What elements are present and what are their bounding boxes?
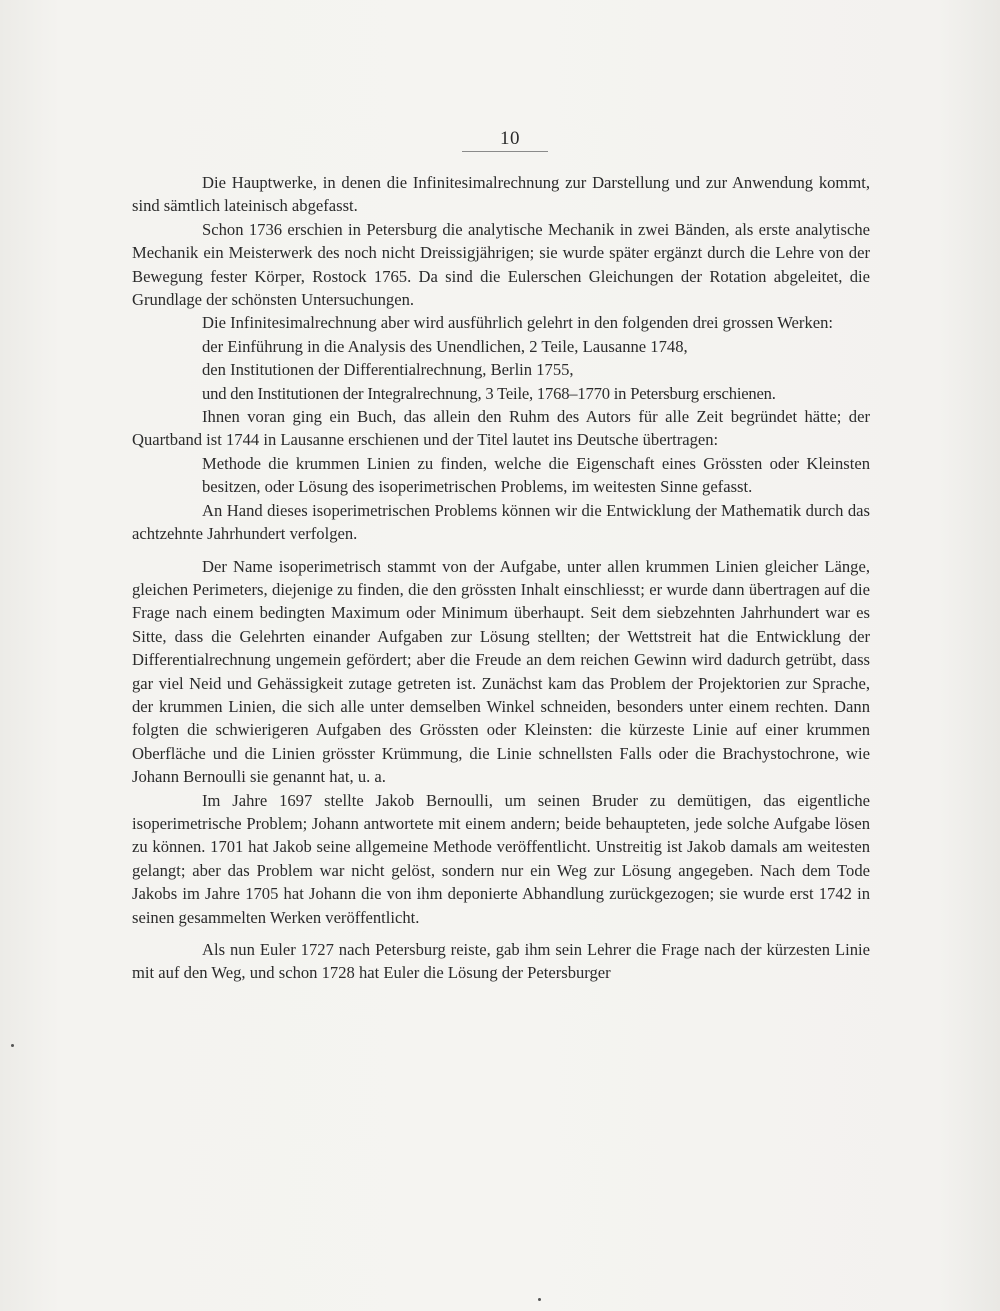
body-text [132,171,870,985]
works-list [132,335,870,405]
paragraph-jakob-bernoulli: Im Jahre 1697 stellte Jakob Bernoulli, um seinen Bruder zu demütigen, das eigentliche isoperimetrische Problem; Johann antwortete mit einem andern; beide behaupteten, jede solche Aufgabe lösen zu können. 1701 hat Jakob seine allgemeine Methode veröffentlicht. Unstreitig ist Jakob damals am weitesten gelangt; aber das Problem war nicht gelöst, sondern nur ein Weg zur Lösung angegeben. Nach dem Tode Jakobs im Jahre 1705 hat Johann die von ihm deponierte Abhandlung zurückgezogen; sie wurde erst 1742 in seinen gesammelten Werken veröffentlicht. [132,790,870,927]
header-rule [462,151,548,152]
paragraph-euler: Als nun Euler 1727 nach Petersburg reiste, gab ihm sein Lehrer die Frage nach der kürzesten Linie mit auf den Weg, und schon 1728 hat Euler die Lösung der Petersburger [132,940,870,983]
paragraph-mechanik: Schon 1736 erschien in Petersburg die analytische Mechanik in zwei Bänden, als erste analytische Mechanik ein Meisterwerk des noch nicht Dreissigjährigen; sie wurde später ergänzt durch die Lehre von der Bewegung fester Körper, Rostock 1765. Da sind die Eulerschen Gleichungen der Rotation abgeleitet, die Grundlage der schönsten Untersuchungen. [132,219,870,310]
title-translation: Methode die krummen Linien zu finden, welche die Eigenschaft eines Grössten oder Kleinsten besitzen, oder Lösung des isoperimetrischen Problems, im weitesten Sinne gefasst. [202,453,870,497]
page-number: 10 [500,128,520,149]
paragraph-isoperimetrisch: Der Name isoperimetrisch stammt von der Aufgabe, unter allen krummen Linien gleicher Länge, gleichen Perimeters, diejenige zu finden, die den grössten Inhalt einschliesst; er wurde dann übertragen auf die Frage nach einem bedingten Maximum oder Minimum überhaupt. Seit dem siebzehnten Jahrhundert war es Sitte, dass die Gelehrten einander Aufgaben zur Lösung stellten; der Wettstreit hat die Entwicklung der Differentialrechnung ungemein gefördert; aber die Freude an dem reichen Gewinn wird dadurch getrübt, dass gar viel Neid und Gehässigkeit zutage getreten ist. Zunächst kam das Problem der Projektorien zur Sprache, der krummen Linien, die sich alle unter demselben Winkel schneiden, besonders unter einem rechten. Dann folgten die schwierigeren Aufgaben des Grössten oder Kleinsten: die kürzeste Linie auf einer krummen Oberfläche und die Linien grösster Krümmung, die Linie schnellsten Falls oder die Brachystochrone, wie Johann Bernoulli sie genannt hat, u. a. [132,556,870,787]
scan-speck [11,1044,14,1047]
paragraph-infinitesimalrechnung: Die Infinitesimalrechnung aber wird ausführlich gelehrt in den folgenden drei grossen Werken: [202,313,834,333]
paragraph-quartband: Ihnen voran ging ein Buch, das allein den Ruhm des Autors für alle Zeit begründet hätte; der Quartband ist 1744 in Lausanne erschienen und der Titel lautet ins Deutsche übertragen: [132,407,870,450]
work-item-differentialrechnung: den Institutionen der Differentialrechnung, Berlin 1755, [202,360,574,380]
paragraph-hauptwerke: Die Hauptwerke, in denen die Infinitesimalrechnung zur Darstellung und zur Anwendung kommt, sind sämtlich lateinisch abgefasst. [132,173,870,216]
work-item-analysis: der Einführung in die Analysis des Unendlichen, 2 Teile, Lausanne 1748, [202,336,688,356]
paragraph-an-hand: An Hand dieses isoperimetrischen Problems können wir die Entwicklung der Mathematik durch das achtzehnte Jahrhundert verfolgen. [132,500,870,544]
work-item-integralrechnung: und den Institutionen der Integralrechnung, 3 Teile, 1768–1770 in Petersburg erschienen. [202,383,776,403]
scan-speck [538,1298,541,1301]
